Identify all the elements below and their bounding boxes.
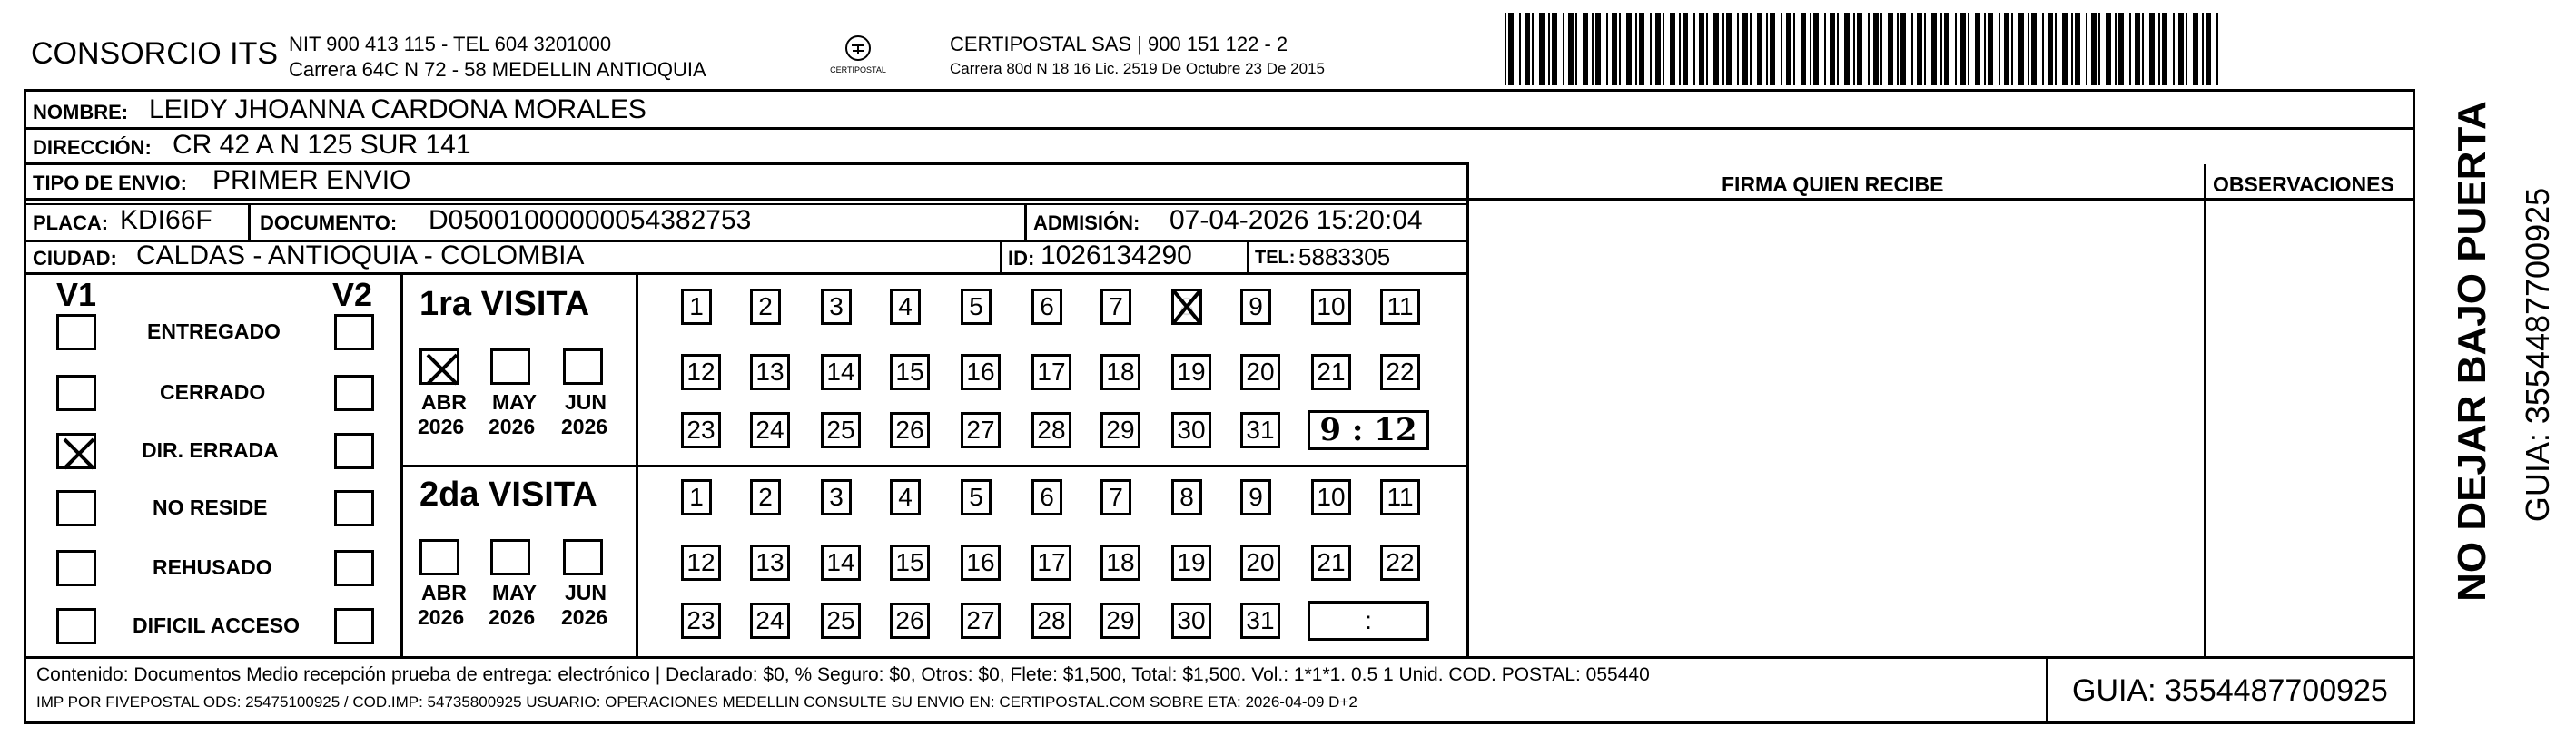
- placa-value: KDI66F: [120, 205, 212, 235]
- day-box[interactable]: 26: [890, 603, 930, 639]
- v1-checkbox[interactable]: [56, 314, 96, 350]
- day-box[interactable]: 18: [1100, 545, 1140, 581]
- day-box[interactable]: 24: [750, 412, 790, 448]
- day-box[interactable]: 11: [1380, 289, 1420, 325]
- day-box[interactable]: 1: [681, 479, 712, 515]
- firma-label: FIRMA QUIEN RECIBE: [1722, 172, 1944, 196]
- day-box[interactable]: 19: [1171, 545, 1211, 581]
- year-label: 2026: [418, 415, 465, 438]
- id-value: 1026134290: [1041, 240, 1192, 270]
- day-box[interactable]: 29: [1100, 412, 1140, 448]
- day-box[interactable]: 10: [1311, 289, 1351, 325]
- v2-checkbox[interactable]: [334, 433, 374, 469]
- day-box[interactable]: 14: [821, 354, 861, 390]
- day-box[interactable]: 5: [961, 289, 992, 325]
- day-box[interactable]: 15: [890, 354, 930, 390]
- day-box[interactable]: 30: [1171, 412, 1211, 448]
- day-box[interactable]: 16: [961, 545, 1001, 581]
- status-option-label: CERRADO: [160, 380, 266, 404]
- month-checkbox[interactable]: [490, 348, 530, 385]
- day-box[interactable]: 17: [1031, 545, 1071, 581]
- side-warning: NO DEJAR BAJO PUERTA: [2450, 101, 2494, 602]
- contenido-line: Contenido: Documentos Medio recepción prueba de entrega: electrónico | Declarado: $0, % Seguro: $0, Otros: $0, Flete: $1,500, Total: $1,500. Vol.: 1*1*1. 0.5 1 Unid. COD. POSTAL: 055440: [36, 664, 1650, 685]
- day-box[interactable]: 31: [1240, 603, 1280, 639]
- guia-box: GUIA: 3554487700925: [2072, 673, 2388, 708]
- day-box[interactable]: 12: [681, 354, 721, 390]
- ciudad-value: CALDAS - ANTIOQUIA - COLOMBIA: [136, 240, 585, 270]
- day-box[interactable]: 31: [1240, 412, 1280, 448]
- day-box[interactable]: 21: [1311, 354, 1351, 390]
- operator-line: CERTIPOSTAL SAS | 900 151 122 - 2: [950, 33, 1288, 55]
- day-box[interactable]: 8: [1171, 479, 1202, 515]
- day-box[interactable]: 24: [750, 603, 790, 639]
- day-box[interactable]: 6: [1031, 289, 1062, 325]
- documento-value: D05001000000054382753: [429, 205, 752, 235]
- day-box[interactable]: 12: [681, 545, 721, 581]
- admision-label: ADMISIÓN:: [1033, 211, 1140, 234]
- year-label: 2026: [418, 605, 465, 629]
- day-box[interactable]: 25: [821, 412, 861, 448]
- v1-checkbox[interactable]: [56, 608, 96, 644]
- day-box[interactable]: 15: [890, 545, 930, 581]
- year-label: 2026: [489, 415, 536, 438]
- status-option-label: DIFICIL ACCESO: [133, 613, 301, 637]
- v2-checkbox[interactable]: [334, 608, 374, 644]
- status-option-label: REHUSADO: [153, 555, 272, 579]
- day-box[interactable]: 7: [1100, 289, 1131, 325]
- month-checkbox[interactable]: [490, 539, 530, 575]
- visit-title: 1ra VISITA: [419, 285, 590, 323]
- day-box[interactable]: 6: [1031, 479, 1062, 515]
- day-number: 8: [1179, 292, 1194, 320]
- day-box[interactable]: 22: [1380, 354, 1420, 390]
- certipostal-logo: [817, 34, 899, 80]
- nombre-value: LEIDY JHOANNA CARDONA MORALES: [149, 94, 646, 124]
- year-label: 2026: [561, 415, 608, 438]
- direccion-value: CR 42 A N 125 SUR 141: [173, 130, 471, 160]
- day-box[interactable]: 1: [681, 289, 712, 325]
- day-box[interactable]: 29: [1100, 603, 1140, 639]
- v1-label: V1: [56, 276, 97, 313]
- v2-checkbox[interactable]: [334, 550, 374, 586]
- day-box[interactable]: 19: [1171, 354, 1211, 390]
- nombre-label-text: NOMBRE:: [33, 101, 129, 123]
- side-text: [2423, 101, 2556, 635]
- month-checkbox[interactable]: [563, 348, 603, 385]
- day-box[interactable]: 26: [890, 412, 930, 448]
- day-box[interactable]: 21: [1311, 545, 1351, 581]
- day-box[interactable]: 10: [1311, 479, 1351, 515]
- day-box[interactable]: 20: [1240, 545, 1280, 581]
- v1-checkbox[interactable]: [56, 550, 96, 586]
- day-box[interactable]: 18: [1100, 354, 1140, 390]
- day-box[interactable]: 27: [961, 412, 1001, 448]
- tipo-label: TIPO DE ENVIO:: [33, 172, 187, 194]
- day-box[interactable]: 9: [1240, 479, 1271, 515]
- day-box[interactable]: 11: [1380, 479, 1420, 515]
- v1-checkbox[interactable]: [56, 490, 96, 526]
- month-label: JUN: [565, 581, 607, 604]
- month-label: MAY: [492, 390, 537, 414]
- month-checkbox[interactable]: [563, 539, 603, 575]
- day-box[interactable]: 3: [821, 289, 852, 325]
- v2-checkbox[interactable]: [334, 490, 374, 526]
- v2-label: V2: [332, 276, 373, 313]
- month-label: MAY: [492, 581, 537, 604]
- address-line: Carrera 64C N 72 - 58 MEDELLIN ANTIOQUIA: [289, 58, 706, 81]
- day-box[interactable]: 28: [1031, 603, 1071, 639]
- documento-label: DOCUMENTO:: [260, 211, 398, 234]
- side-guia: GUIA: 3554487700925: [2519, 187, 2556, 523]
- day-box[interactable]: 23: [681, 603, 721, 639]
- day-box[interactable]: 7: [1100, 479, 1131, 515]
- tel-value: 5883305: [1298, 243, 1391, 270]
- year-label: 2026: [561, 605, 608, 629]
- day-box[interactable]: 20: [1240, 354, 1280, 390]
- day-box[interactable]: 4: [890, 289, 921, 325]
- month-label: ABR: [421, 390, 467, 414]
- day-box[interactable]: 9: [1240, 289, 1271, 325]
- day-box[interactable]: 2: [750, 289, 781, 325]
- barcode: [1503, 13, 2229, 85]
- day-box[interactable]: 13: [750, 545, 790, 581]
- day-box[interactable]: 25: [821, 603, 861, 639]
- day-box[interactable]: 27: [961, 603, 1001, 639]
- v1-checkbox[interactable]: [56, 433, 96, 469]
- time-field[interactable]: :: [1308, 601, 1429, 641]
- v2-checkbox[interactable]: [334, 314, 374, 350]
- day-box[interactable]: 14: [821, 545, 861, 581]
- day-box[interactable]: 4: [890, 479, 921, 515]
- day-box[interactable]: 28: [1031, 412, 1071, 448]
- id-label: ID:: [1008, 247, 1035, 270]
- day-box[interactable]: 22: [1380, 545, 1420, 581]
- day-box[interactable]: 2: [750, 479, 781, 515]
- day-box[interactable]: 13: [750, 354, 790, 390]
- year-label: 2026: [489, 605, 536, 629]
- placa-label: PLACA:: [33, 211, 109, 234]
- day-box[interactable]: [1171, 289, 1202, 325]
- ciudad-label: CIUDAD:: [33, 247, 117, 270]
- visit-title: 2da VISITA: [419, 476, 597, 514]
- observaciones-label: OBSERVACIONES: [2213, 172, 2394, 196]
- tipo-value: PRIMER ENVIO: [212, 165, 411, 195]
- svg-text:CERTIPOSTAL: CERTIPOSTAL: [830, 65, 886, 74]
- day-box[interactable]: 16: [961, 354, 1001, 390]
- month-label: JUN: [565, 390, 607, 414]
- status-option-label: NO RESIDE: [153, 496, 268, 519]
- admision-value: 07-04-2026 15:20:04: [1170, 205, 1423, 235]
- month-checkbox[interactable]: [419, 539, 459, 575]
- company-name: CONSORCIO ITS: [31, 36, 279, 71]
- v1-checkbox[interactable]: [56, 375, 96, 411]
- day-box[interactable]: 3: [821, 479, 852, 515]
- time-field[interactable]: 9 : 12: [1308, 410, 1429, 450]
- day-box[interactable]: 30: [1171, 603, 1211, 639]
- direccion-label: DIRECCIÓN:: [33, 136, 152, 159]
- status-option-label: DIR. ERRADA: [142, 438, 279, 462]
- day-box[interactable]: 17: [1031, 354, 1071, 390]
- imp-line: IMP POR FIVEPOSTAL ODS: 25475100925 / COD.IMP: 54735800925 USUARIO: OPERACIONES MEDELLIN CONSULTE SU ENVIO EN: CERTIPOSTAL.COM SOBRE ETA: 2026-04-09 D+2: [36, 693, 1357, 711]
- month-checkbox[interactable]: [419, 348, 459, 385]
- month-label: ABR: [421, 581, 467, 604]
- tel-label: TEL:: [1255, 248, 1296, 268]
- v2-checkbox[interactable]: [334, 375, 374, 411]
- status-option-label: ENTREGADO: [147, 319, 281, 343]
- day-box[interactable]: 5: [961, 479, 992, 515]
- day-box[interactable]: 23: [681, 412, 721, 448]
- nit-line: NIT 900 413 115 - TEL 604 3201000: [289, 33, 612, 55]
- license-line: Carrera 80d N 18 16 Lic. 2519 De Octubre 23 De 2015: [950, 60, 1325, 77]
